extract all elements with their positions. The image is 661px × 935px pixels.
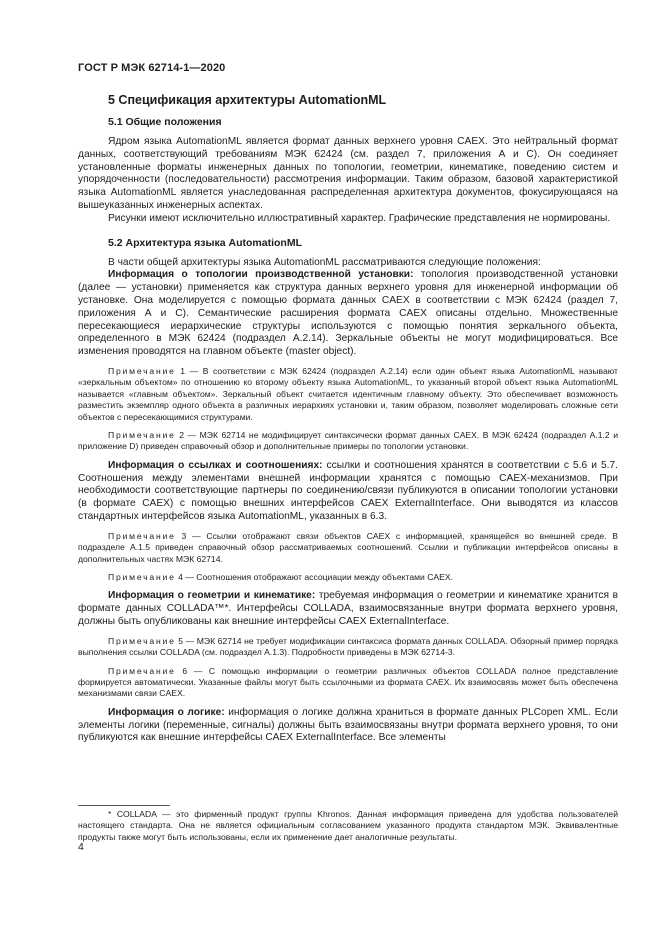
note-1 [78,366,618,423]
subsection-title-5-1: 5.1 Общие положения [108,116,222,128]
document-header: ГОСТ Р МЭК 62714-1—2020 [78,62,226,74]
links-paragraph [78,460,618,524]
note-label: Примечание [108,635,176,646]
note-5 [78,636,618,659]
note-2 [78,430,618,453]
note-label: Примечание [108,365,176,376]
paragraph: Ядром языка AutomationML является формат данных верхнего уровня CAEX. Это нейтральный формат данных, соответствующий требованиям МЭК 62424 (см. раздел 7, приложения А и С). Он соединяет установленные форматы инженерных данных по топологии, геометрии, кинематике, поведению систем и упорядоченности (последовательности) рассмотрения информации. Таким образом, базовой характеристикой языка AutomationML является унаследованная распределенная архитектура документов, фокусирующаяся на вышеуказанных инженерных аспектах. [78,136,618,211]
note-label: Примечание [108,530,176,541]
note-label: Примечание [108,572,176,582]
note-4 [78,572,618,583]
logic-lead: Информация о логике: [108,706,225,718]
topology-lead: Информация о топологии производственной установки: [108,269,414,281]
footnote: * COLLADA — это фирменный продукт группы Khronos. Данная информация приведена для удобства пользователей настоящего стандарта. Она не является официальным согласованием указанного продукта стандартом МЭК. Эквивалентные продукты также могут быть использованы, если их применение дает аналогичные результаты. [78,809,618,842]
paragraph: В части общей архитектуры языка AutomationML рассматриваются следующие положения: [108,256,541,268]
note-text: 2 — МЭК 62714 не модифицирует синтаксически формат данных CAEX. В МЭК 62424 (подраздел А.1.2 и приложение D) приведен справочный обзор и дополнительные примеры по топологии установки. [78,429,618,452]
note-text: 3 — Ссылки отображают связи объектов CAEX с информацией, хранящейся во внешней среде. В подразделе А.1.5 приведен справочный обзор рассматриваемых соотношений. Ссылки и публикации интерфейсов описаны в дополнительных частях МЭК 62714. [78,530,618,564]
note-3 [78,531,618,565]
logic-text: информация о логике должна храниться в формате данных PLCopen XML. Если элементы логики (переменные, сигналы) должны быть взаимосвязаны внутри формата верхнего уровня, то они публикуются как внешние интерфейсы CAEX ExternalInterface. Все элементы [78,706,618,744]
subsection-title-5-2: 5.2 Архитектура языка AutomationML [108,236,302,249]
links-lead: Информация о ссылках и соотношениях: [108,459,323,471]
page-number: 4 [78,841,84,853]
page-content [78,92,618,745]
note-text: 4 — Соотношения отображают ассоциации между объектами CAEX. [175,572,454,582]
logic-paragraph [78,707,618,745]
topology-text: топология производственной установки (далее — установки) применяется как структура данных верхнего уровня для инженерной информации об установке. Она моделируется с помощью формата данных CAEX в соответствии с МЭК 62424 (раздел 7, приложения А и С). Семантические расширения формата CAEX описаны отдельно. Множественные пересекающиеся иерархические структуры используются с помощью понятия зеркального объекта, определенного в МЭК 62424 (подраздел А.2.14). Зеркальные объекты не могут модифицироваться. Все изменения проводятся на главном объекте (master object). [78,269,618,358]
note-text: 6 — С помощью информации о геометрии различных объектов COLLADA полное представление формируется автоматически. Указанные файлы могут быть ссылочными из формата CAEX. Их взаимосвязь может быть обеспечена механизмами связи CAEX. [78,665,618,699]
note-text: 5 — МЭК 62714 не требует модификации синтаксиса формата данных COLLADA. Обзорный пример порядка выполнения ссылки COLLADA (см. подраздел А.1.3). Подробности приведены в МЭК 62714-3. [78,635,618,658]
note-label: Примечание [108,429,176,440]
geometry-text: требуемая информация о геометрии и кинематике хранится в формате данных COLLADA™*. Интерфейсы COLLADA, взаимосвязанные внутри формата верхнего уровня, должны быть опубликованы как внешние интерфейсы CAEX ExternalInterface. [78,590,618,627]
paragraph: Рисунки имеют исключительно иллюстративный характер. Графические представления не нормированы. [108,212,611,224]
links-text: ссылки и соотношения хранятся в соответствии с 5.6 и 5.7. Соотношения между элементами внешней информации хранятся с помощью CAEX-механизмов. При необходимости соответствующие партнеры по соединению/связи публикуются в описании топологии установки (в формате CAEX) с помощью внешних интерфейсов CAEX ExternalInterface. Они выводятся из классов стандартных интерфейсов языка AutomationML, указанных в 6.3. [78,459,618,522]
topology-paragraph [78,269,618,359]
footnote-divider [78,805,170,806]
note-label: Примечание [108,665,176,676]
geometry-lead: Информация о геометрии и кинематике: [108,590,316,602]
section-title: 5 Спецификация архитектуры AutomationML [108,93,387,107]
geometry-paragraph [78,590,618,628]
note-6 [78,666,618,700]
note-text: 1 — В соответствии с МЭК 62424 (подраздел А.2.14) если один объект языка AutomationML называют «зеркальным объектом» по отношению ко второму объекту языка AutomationML, то указанный второй объект языка AutomationML называется «главным объектом». Зеркальный объект считается идентичным главному объекту. Это обеспечивает возможность разместить экземпляр одного объекта в различных иерархиях установки и, таким образом, позволяет моделировать сложные сети объектов с пересекающимися структурами. [78,365,618,422]
